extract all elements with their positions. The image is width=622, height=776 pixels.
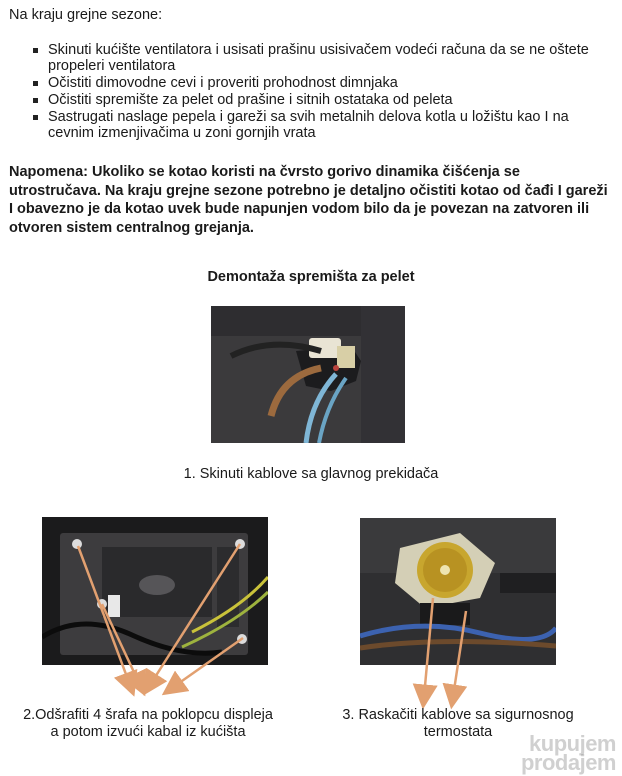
list-item: Očistiti spremište za pelet od prašine i sitnih ostataka od peleta xyxy=(30,92,615,108)
section-title: Demontaža spremišta za pelet xyxy=(207,269,415,285)
thermostat-photo xyxy=(360,518,556,665)
step3-caption-line1: 3. Raskačiti kablove sa sigurnosnog xyxy=(342,707,574,723)
maintenance-list xyxy=(30,42,615,142)
step1-caption: 1. Skinuti kablove sa glavnog prekidača xyxy=(183,466,439,482)
list-item: Očistiti dimovodne cevi i proveriti prohodnost dimnjaka xyxy=(30,75,615,91)
watermark-logo xyxy=(520,731,616,775)
step2-caption-line2: a potom izvući kabal iz kućišta xyxy=(50,724,246,740)
list-item: Skinuti kućište ventilatora i usisati prašinu usisivačem vodeći računa da se ne oštete propeleri ventilatora xyxy=(30,42,615,74)
step2-caption-line1: 2.Odšrafiti 4 šrafa na poklopcu displeja xyxy=(23,707,273,723)
watermark-line1: kupujem xyxy=(529,731,616,756)
intro-heading: Na kraju grejne sezone: xyxy=(9,7,163,23)
display-cover-photo xyxy=(42,517,268,665)
list-item: Sastrugati naslage pepela i gareži sa svih metalnih delova kotla u ložištu kao I na cevnim izmenjivačima u zoni gornjih vrata xyxy=(30,109,615,141)
note-paragraph: Napomena: Ukoliko se kotao koristi na čvrsto gorivo dinamika čišćenja se utrostručava. Na kraju grejne sezone potrebno je detaljno očistiti kotao od čađi I gareži I obavezno je da kotao uvek bude napunjen vodom bilo da je povezan na zatvoren ili otvoren sistem centralnog grejanja. xyxy=(9,164,608,236)
step3-caption-line2: termostata xyxy=(423,724,493,740)
step2-caption xyxy=(0,707,296,741)
watermark-line2: prodajem xyxy=(520,750,616,775)
main-switch-photo xyxy=(211,306,405,443)
